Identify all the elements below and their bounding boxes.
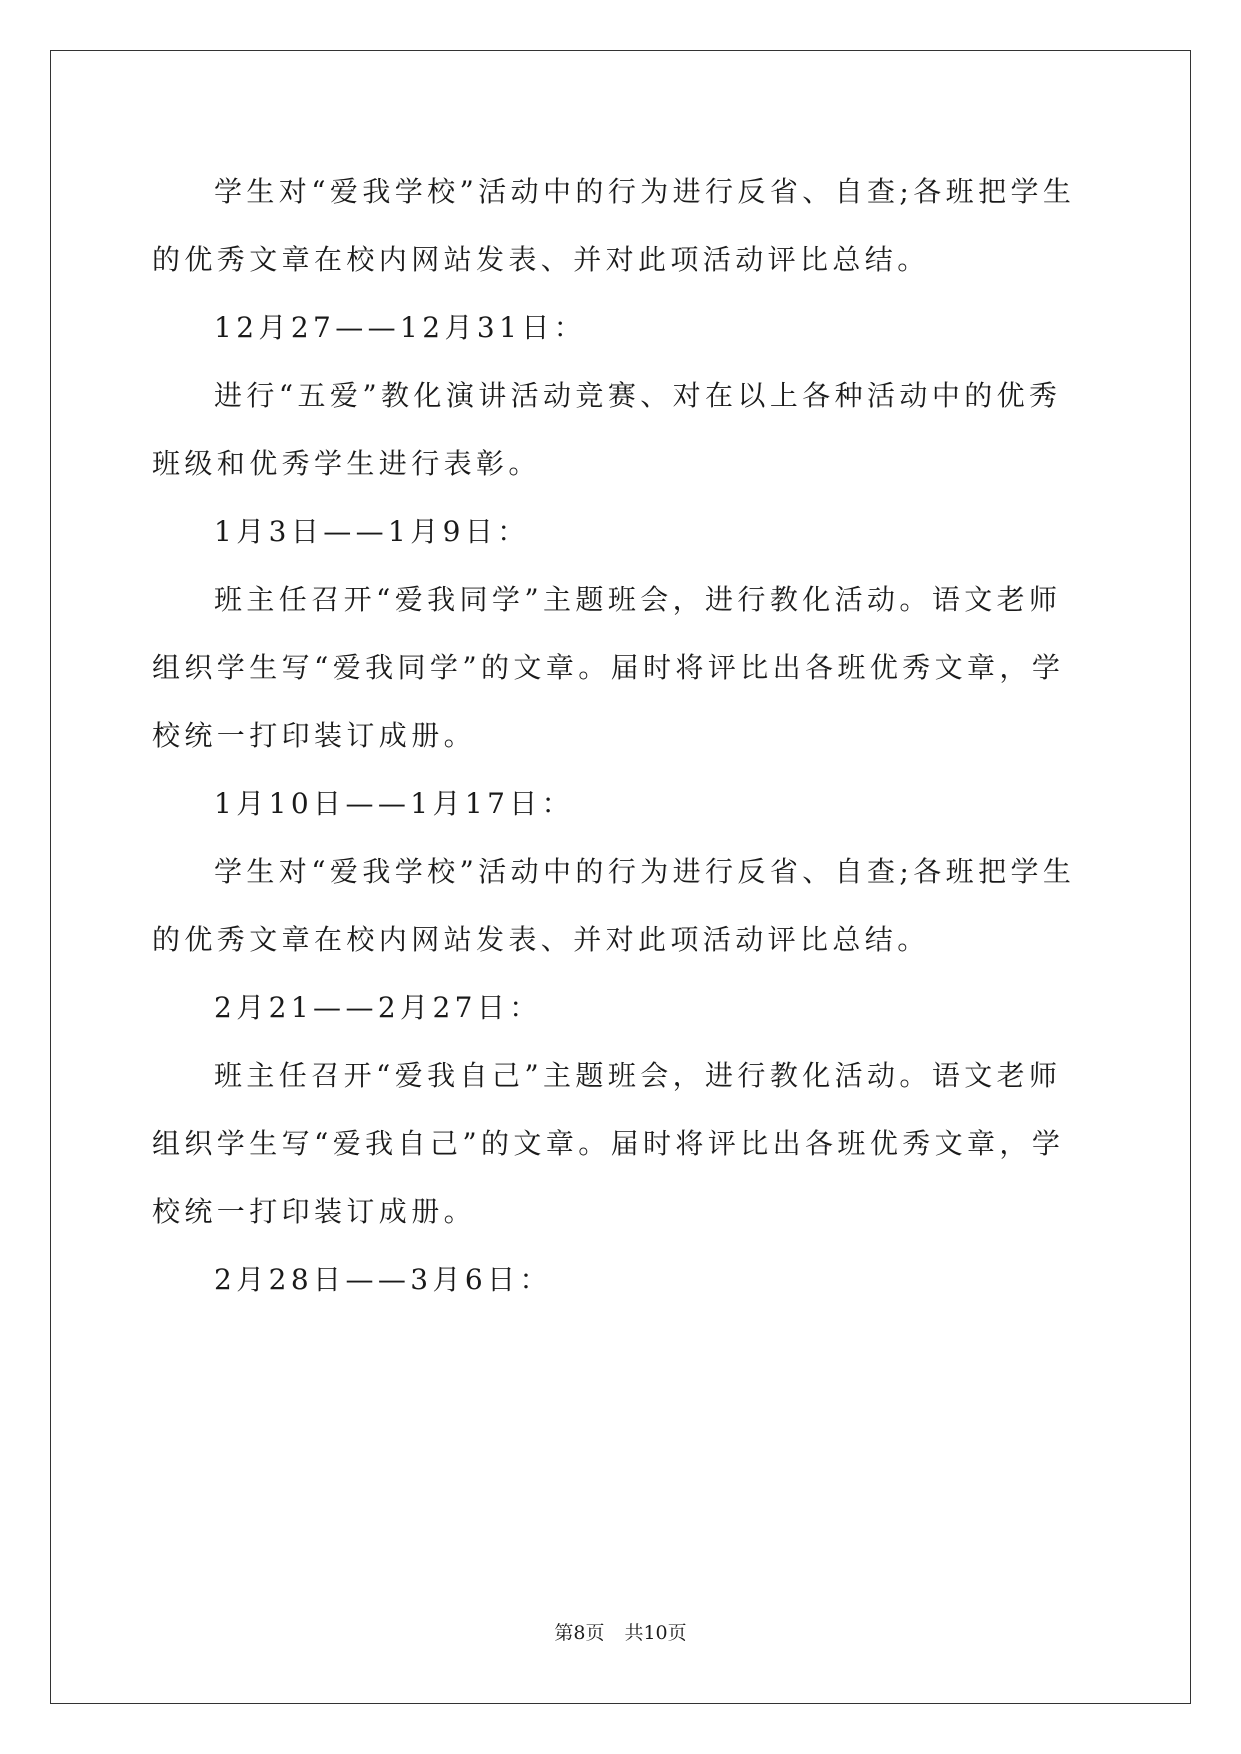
document-body (152, 158, 1092, 1314)
date-heading: 1月10日——1月17日： (214, 787, 575, 820)
paragraph: 班主任召开“爱我同学”主题班会，进行教化活动。语文老师组织学生写“爱我同学”的文章。届时将评比出各班优秀文章，学校统一打印装订成册。 (152, 583, 1065, 752)
paragraph: 学生对“爱我学校”活动中的行为进行反省、自查;各班把学生的优秀文章在校内网站发表、并对此项活动评比总结。 (152, 175, 1076, 276)
date-heading: 2月21——2月27日： (214, 991, 542, 1024)
paragraph: 进行“五爱”教化演讲活动竞赛、对在以上各种活动中的优秀班级和优秀学生进行表彰。 (152, 379, 1062, 480)
date-heading: 1月3日——1月9日： (214, 515, 530, 548)
page-total: 共10页 (624, 1622, 687, 1644)
paragraph: 班主任召开“爱我自己”主题班会，进行教化活动。语文老师组织学生写“爱我自己”的文章。届时将评比出各班优秀文章，学校统一打印装订成册。 (152, 1059, 1065, 1228)
page-number: 第8页 (554, 1622, 605, 1644)
date-heading: 2月28日——3月6日： (214, 1263, 552, 1296)
date-heading: 12月27——12月31日： (214, 311, 587, 344)
page-footer (0, 1618, 1241, 1645)
paragraph: 学生对“爱我学校”活动中的行为进行反省、自查;各班把学生的优秀文章在校内网站发表、并对此项活动评比总结。 (152, 855, 1076, 956)
